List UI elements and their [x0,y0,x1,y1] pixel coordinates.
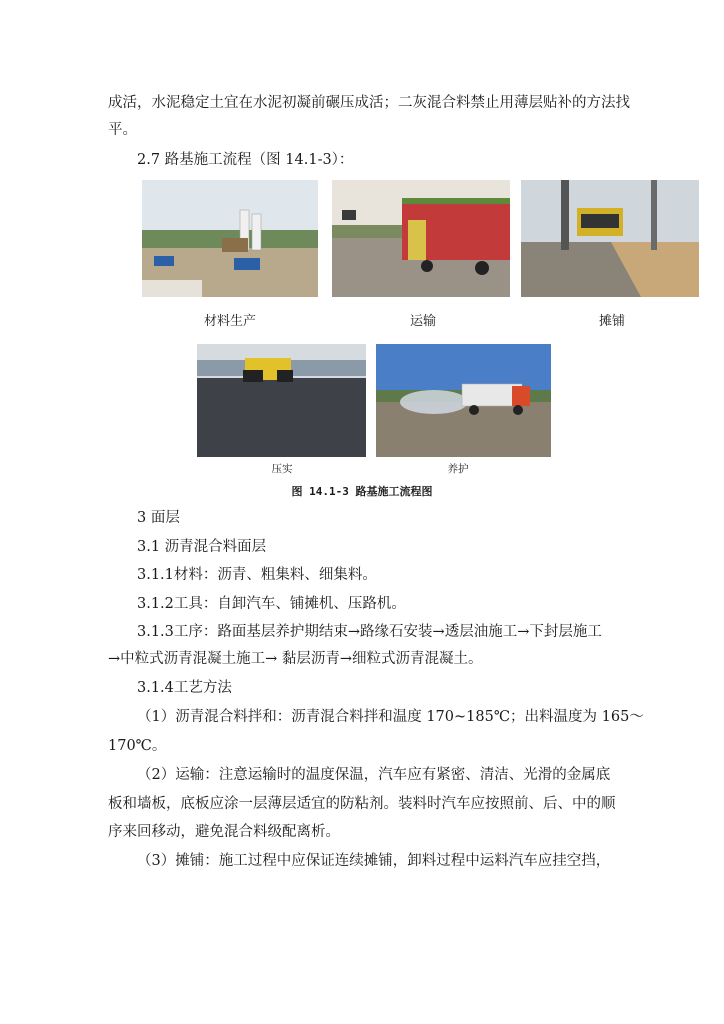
caption-compaction: 压实 [271,463,293,475]
paragraph-line: 3.1.2工具：自卸汽车、铺摊机、压路机。 [137,596,406,612]
paragraph-line: （3）摊铺：施工过程中应保证连续摊铺，卸料过程中运料汽车应挂空挡， [137,853,611,869]
photo-paving [521,180,699,297]
paragraph-line: 序来回移动，避免混合料级配离析。 [108,824,340,840]
paragraph-line: 3.1.1材料：沥青、粗集料、细集料。 [137,567,377,583]
photo-transport [332,180,510,297]
paragraph-line: 170℃。 [108,738,167,754]
figure-caption: 图 14.1-3 路基施工流程图 [291,485,433,498]
subsection-heading: 3.1.4工艺方法 [137,680,232,696]
section-heading: 3 面层 [137,510,180,526]
paragraph-line: （1）沥青混合料拌和：沥青混合料拌和温度 170~185℃；出料温度为 165～ [137,709,644,725]
paragraph-line: →中粒式沥青混凝土施工→ 黏层沥青→细粒式沥青混凝土。 [108,651,483,667]
paragraph-line: 板和墙板，底板应涂一层薄层适宜的防粘剂。装料时汽车应按照前、后、中的顺 [108,796,616,812]
photo-curing [376,344,551,457]
subsection-heading: 3.1 沥青混合料面层 [137,539,267,555]
photo-material-production [142,180,318,297]
caption-curing: 养护 [447,463,469,475]
caption-paving: 摊铺 [598,314,625,329]
caption-transport: 运输 [409,314,436,329]
paragraph-line: 平。 [108,122,137,138]
paragraph-line: 3.1.3工序：路面基层养护期结束→路缘石安装→透层油施工→下封层施工 [137,624,602,640]
section-heading: 2.7 路基施工流程（图 14.1-3）： [137,152,354,168]
paragraph-line: （2）运输：注意运输时的温度保温，汽车应有紧密、清洁、光滑的金属底 [137,767,611,783]
photo-compaction [197,344,366,457]
caption-material-production: 材料生产 [203,314,256,329]
paragraph-line: 成活，水泥稳定土宜在水泥初凝前碾压成活；二灰混合料禁止用薄层贴补的方法找 [108,95,630,111]
